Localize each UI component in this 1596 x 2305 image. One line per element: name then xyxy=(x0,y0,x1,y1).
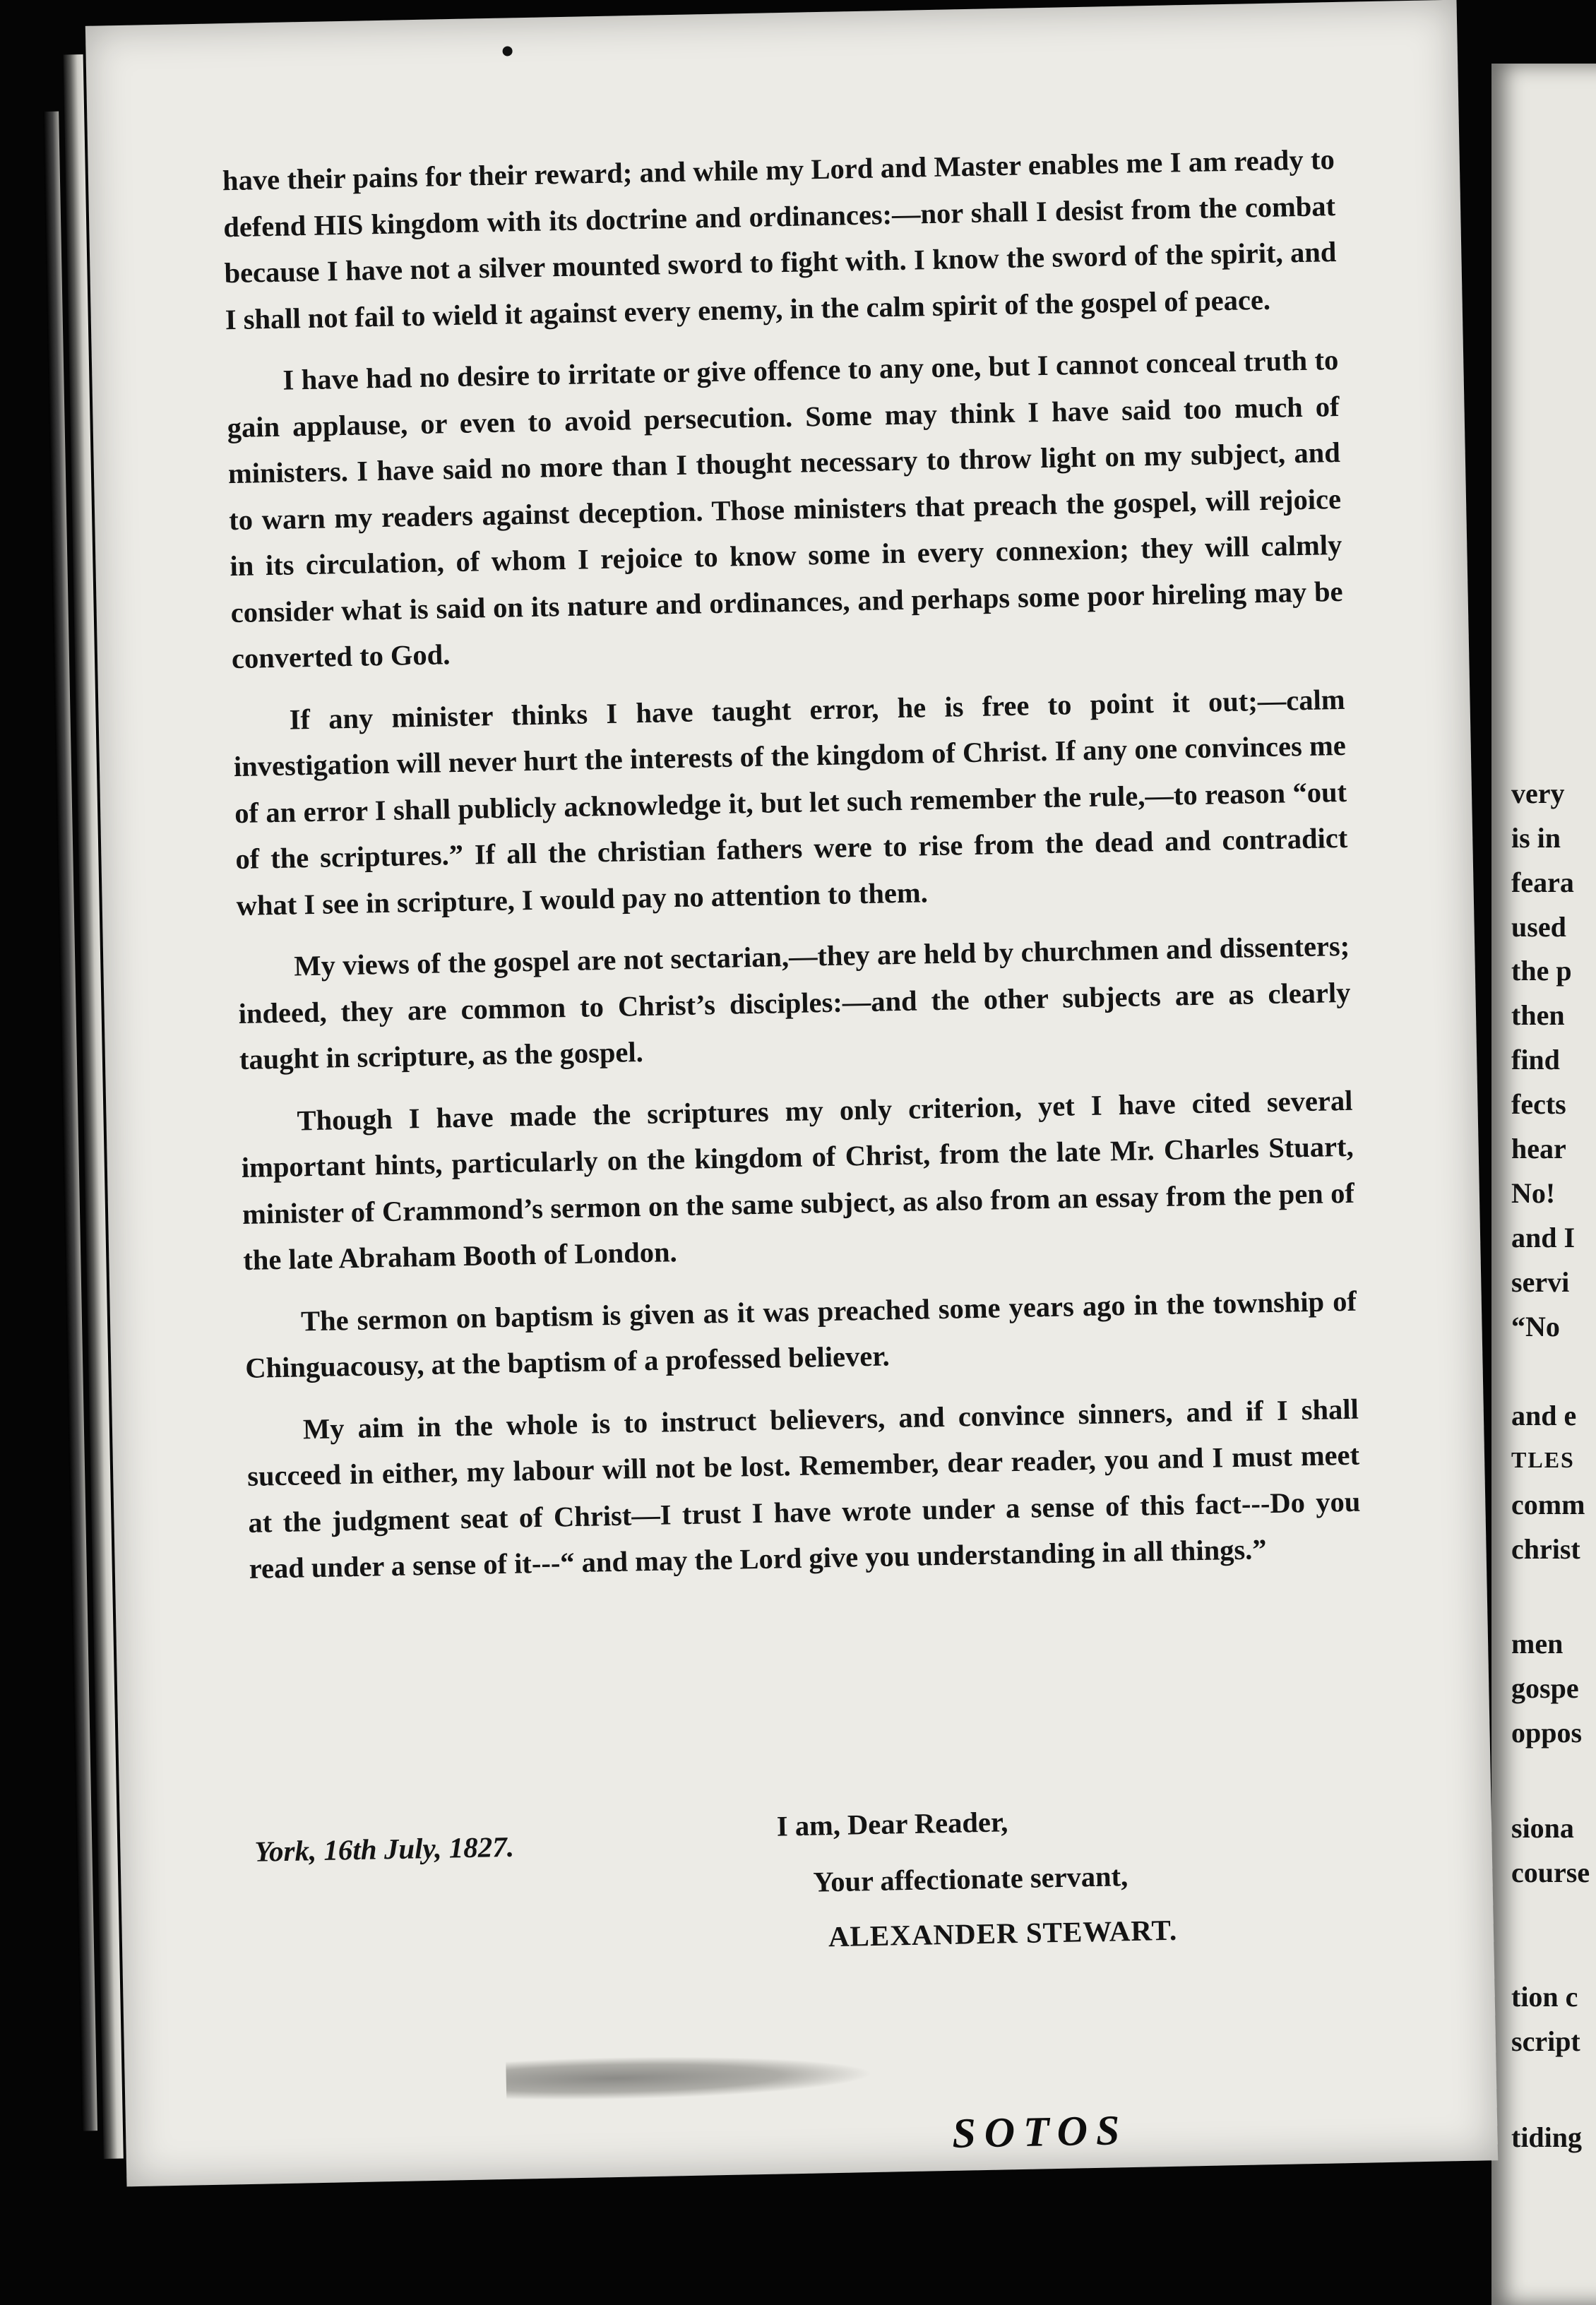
paragraph: My views of the gospel are not sectarian,—they are held by churchmen and dissenters; indeed, they are common to Christ’s disciples:—and the other subjects are as clearly taught in scripture, as the gospel. xyxy=(238,929,1351,1076)
paragraph: The sermon on baptism is given as it was preached some years ago in the township of Chinguacousy, at the baptism of a professed believer. xyxy=(244,1285,1357,1384)
valediction: Your affectionate servant, xyxy=(813,1860,1128,1898)
ink-dot xyxy=(502,46,512,56)
salutation: I am, Dear Reader, xyxy=(776,1806,1008,1842)
facing-line: feara xyxy=(1511,866,1574,898)
facing-line: siona xyxy=(1511,1812,1574,1844)
facing-line: then xyxy=(1511,999,1565,1031)
paragraph: If any minister thinks I have taught error, he is free to point it out;—calm investigation will never hurt the interests of the kingdom of Christ. If any one convinces me of an error I shall publicly acknowledge it, but let such remember the rule,—to reason “out of the scriptures.” If all the christian fathers were to rise from the dead and contradict what I see in scripture, I would pay no attention to them. xyxy=(233,683,1348,922)
facing-line: men xyxy=(1511,1628,1564,1660)
page-tear xyxy=(506,2052,874,2102)
facing-line: and e xyxy=(1511,1400,1577,1431)
facing-line: servi xyxy=(1511,1266,1570,1298)
facing-line: script xyxy=(1511,2025,1580,2057)
facing-line: “No xyxy=(1511,1311,1560,1342)
facing-line: is in xyxy=(1511,822,1561,854)
facing-line: very xyxy=(1511,778,1565,809)
facing-line: fects xyxy=(1511,1088,1566,1120)
signature: ALEXANDER STEWART. xyxy=(828,1913,1178,1953)
paragraph: Though I have made the scriptures my only criterion, yet I have cited several important hints, particularly on the kingdom of Christ, from the late Mr. Charles Stuart, minister of Crammond’s sermon on the same subject, as also from an essay from the pen of the late Abraham Booth of London. xyxy=(241,1084,1355,1276)
document-page xyxy=(85,0,1498,2186)
facing-line: tion c xyxy=(1511,1981,1578,2013)
facing-line: the p xyxy=(1511,955,1572,987)
facing-line: comm xyxy=(1511,1489,1585,1520)
facing-line: oppos xyxy=(1511,1717,1583,1749)
facing-line: hear xyxy=(1511,1133,1566,1165)
facing-line: tiding xyxy=(1511,2121,1583,2153)
facing-line: find xyxy=(1511,1044,1560,1076)
paragraph: I have had no desire to irritate or give offence to any one, but I cannot conceal truth to gain applause, or even to avoid persecution. Some may think I have said too much of ministers. I have said no more than I thought necessary to throw light on my subject, and to warn my readers against deception. Those ministers that preach the gospel, will rejoice in its circulation, of whom I rejoice to know some in every connexion; they will calmly consider what is said on its nature and ordinances, and perhaps some poor hireling may be converted to God. xyxy=(227,343,1343,675)
facing-line: and I xyxy=(1511,1222,1576,1253)
paragraph: have their pains for their reward; and while my Lord and Master enables me I am ready to defend HIS kingdom with its doctrine and ordinances:—nor shall I desist from the combat because I have not a silver mounted sword to fight with. I know the sword of the spirit, and I shall not fail to wield it against every enemy, in the calm spirit of the gospel of peace. xyxy=(222,143,1337,335)
dateline: York, 16th July, 1827. xyxy=(254,1830,515,1868)
paragraph: My aim in the whole is to instruct believers, and convince sinners, and if I shall succeed in either, my labour will not be lost. Remember, dear reader, you and I must meet at the judgment seat of Christ—I trust I have wrote under a sense of this fact---Do you read under a sense of it---“ and may the Lord give you understanding in all things.” xyxy=(246,1393,1361,1585)
facing-line: TLES xyxy=(1511,1447,1575,1472)
catalog-stamp: SOTOS xyxy=(951,2107,1128,2157)
facing-line: gospe xyxy=(1511,1672,1579,1704)
facing-line: No! xyxy=(1511,1177,1556,1209)
facing-line: used xyxy=(1511,911,1566,943)
facing-line: course xyxy=(1511,1857,1590,1888)
facing-page-text xyxy=(1511,0,1596,2305)
facing-line: christ xyxy=(1511,1533,1580,1565)
